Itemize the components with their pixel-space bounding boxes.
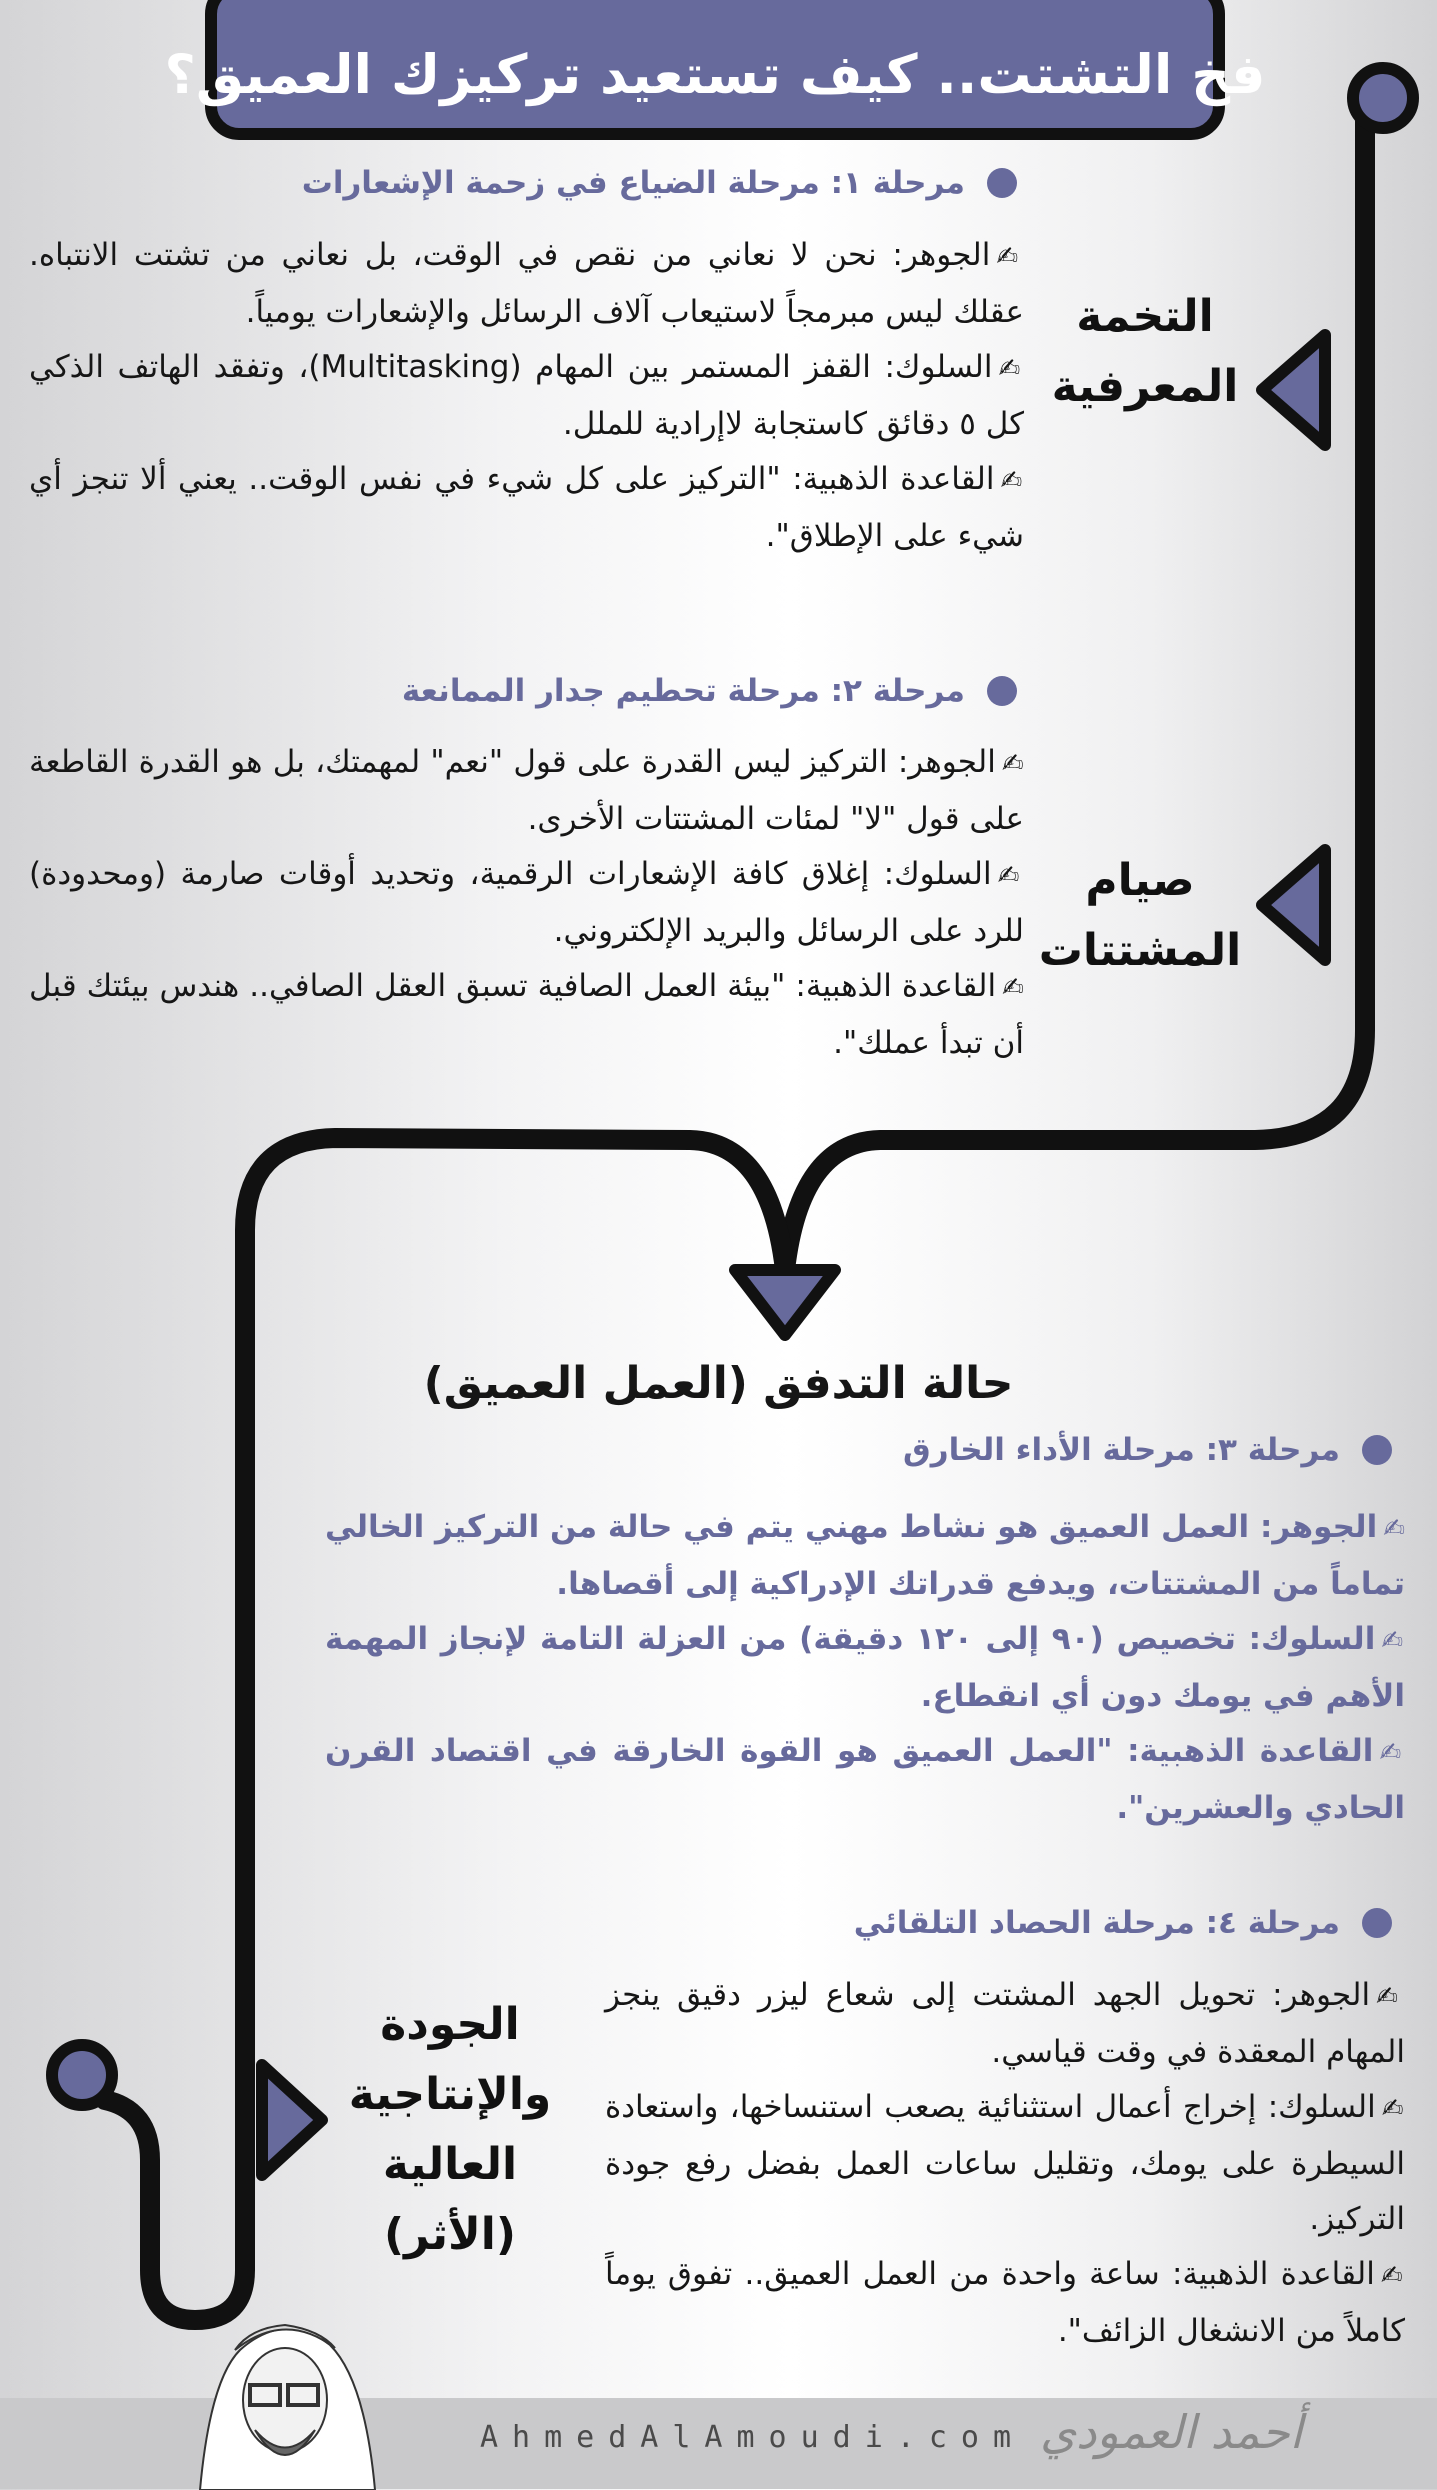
stage2-label-line: صيام xyxy=(1085,855,1195,906)
item-text: تخصيص (٩٠ إلى ١٢٠ دقيقة) من العزلة التامة لإنجاز المهمة الأهم في يومك دون أي انقطاع. xyxy=(325,1621,1405,1714)
path-end-circle xyxy=(52,2045,112,2105)
item-label: الجوهر: xyxy=(1272,1977,1371,2013)
stage1-golden-rule xyxy=(29,452,1024,564)
path-start-circle xyxy=(1353,68,1413,128)
pen-icon: ✍ xyxy=(1380,2261,1405,2291)
stage1-label xyxy=(1040,282,1250,422)
pen-icon: ✍ xyxy=(1001,749,1024,779)
item-label: السلوك: xyxy=(1267,2089,1376,2125)
flow-state-label: حالة التدفق (العمل العميق) xyxy=(423,1358,1014,1409)
stage4-label-line: العالية xyxy=(382,2139,518,2190)
stage1-essence xyxy=(29,228,1024,340)
item-text: القفز المستمر بين المهام (Multitasking)، وتفقد الهاتف الذكي كل ٥ دقائق كاستجابة لاإرادية للملل. xyxy=(29,349,1024,442)
stage4-heading xyxy=(854,1905,1392,1941)
bullet-icon xyxy=(987,168,1017,198)
bullet-icon xyxy=(987,676,1017,706)
pen-icon: ✍ xyxy=(1383,1514,1405,1544)
pen-icon: ✍ xyxy=(1002,973,1024,1003)
item-text: "بيئة العمل الصافية تسبق العقل الصافي.. هندس بيئتك قبل أن تبدأ عملك". xyxy=(29,968,1024,1061)
author-signature: أحمد العمودي xyxy=(1040,2405,1303,2459)
stage4-content xyxy=(605,1968,1405,2359)
stage3-heading xyxy=(903,1432,1392,1468)
pen-icon: ✍ xyxy=(997,861,1024,891)
item-text: العمل العميق هو نشاط مهني يتم في حالة من التركيز الخالي تماماً من المشتتات، ويدفع قدراتك الإدراكية إلى أقصاها. xyxy=(325,1509,1405,1602)
stage2-content xyxy=(29,735,1024,1071)
stage4-triangle-marker xyxy=(262,2065,322,2175)
stage1-triangle-marker xyxy=(1262,335,1325,445)
pen-icon: ✍ xyxy=(996,242,1024,272)
item-label: القاعدة الذهبية: xyxy=(795,968,997,1004)
author-portrait-sketch xyxy=(180,2290,390,2490)
item-text: إغلاق كافة الإشعارات الرقمية، وتحديد أوقات صارمة (ومحدودة) للرد على الرسائل والبريد الإلكتروني. xyxy=(29,856,1024,949)
stage4-label-line: والإنتاجية xyxy=(348,2069,552,2120)
stage3-heading-text: مرحلة ٣: مرحلة الأداء الخارق xyxy=(903,1432,1340,1468)
stage3-essence xyxy=(325,1500,1405,1612)
item-text: تحويل الجهد المشتت إلى شعاع ليزر دقيق ينجز المهام المعقدة في وقت قياسي. xyxy=(605,1977,1405,2070)
item-label: السلوك: xyxy=(883,856,992,892)
stage4-essence xyxy=(605,1968,1405,2080)
stage4-heading-text: مرحلة ٤: مرحلة الحصاد التلقائي xyxy=(853,1905,1340,1941)
item-text: إخراج أعمال استثنائية يصعب استنساخها، واستعادة السيطرة على يومك، وتقليل ساعات العمل بفضل رفع جودة التركيز. xyxy=(605,2089,1405,2237)
item-label: القاعدة الذهبية: xyxy=(1127,1733,1374,1769)
pen-icon: ✍ xyxy=(1381,2094,1405,2124)
item-text: ساعة واحدة من العمل العميق.. تفوق يوماً كاملاً من الانشغال الزائف". xyxy=(605,2256,1405,2349)
stage1-heading xyxy=(302,165,1017,201)
pen-icon: ✍ xyxy=(1376,1982,1405,2012)
stage2-heading xyxy=(402,673,1017,709)
stage3-content xyxy=(325,1500,1405,1836)
stage4-golden-rule xyxy=(605,2247,1405,2359)
item-text: "العمل العميق هو القوة الخارقة في اقتصاد القرن الحادي والعشرين". xyxy=(325,1733,1405,1826)
pen-icon: ✍ xyxy=(1381,1626,1405,1656)
bullet-icon xyxy=(1362,1435,1392,1465)
item-label: القاعدة الذهبية: xyxy=(1171,2256,1375,2292)
stage2-essence xyxy=(29,735,1024,847)
stage2-behavior xyxy=(29,847,1024,959)
stage1-heading-text: مرحلة ١: مرحلة الضياع في زحمة الإشعارات xyxy=(301,165,965,201)
pen-icon: ✍ xyxy=(1379,1738,1405,1768)
item-label: السلوك: xyxy=(884,349,993,385)
stage2-label-line: المشتتات xyxy=(1038,925,1242,976)
item-label: السلوك: xyxy=(1248,1621,1376,1657)
stage2-golden-rule xyxy=(29,959,1024,1071)
item-text: نحن لا نعاني من نقص في الوقت، بل نعاني من تشتت الانتباه. عقلك ليس مبرمجاً لاستيعاب آلاف الرسائل والإشعارات يومياً. xyxy=(29,237,1024,330)
stage4-label-line: (الأثر) xyxy=(384,2209,516,2260)
website-url: AhmedAlAmoudi.com xyxy=(480,2420,1026,2455)
pen-icon: ✍ xyxy=(1000,466,1024,496)
item-text: التركيز ليس القدرة على قول "نعم" لمهمتك، بل هو القدرة القاطعة على قول "لا" لمئات المشتتات الأخرى. xyxy=(29,744,1024,837)
stage1-behavior xyxy=(29,340,1024,452)
item-text: "التركيز على كل شيء في نفس الوقت.. يعني ألا تنجز أي شيء على الإطلاق". xyxy=(29,461,1024,554)
item-label: الجوهر: xyxy=(1259,1509,1378,1545)
stage3-behavior xyxy=(325,1612,1405,1724)
stage2-heading-text: مرحلة ٢: مرحلة تحطيم جدار الممانعة xyxy=(401,673,965,709)
stage2-label xyxy=(1030,846,1250,986)
stage1-content xyxy=(29,228,1024,564)
stage1-label-line: التخمة xyxy=(1076,291,1214,342)
page-title: فخ التشتت.. كيف تستعيد تركيزك العميق؟ xyxy=(164,43,1266,106)
item-label: القاعدة الذهبية: xyxy=(792,461,995,497)
stage4-label xyxy=(330,1990,570,2270)
stage4-label-line: الجودة xyxy=(380,1999,520,2050)
title-banner xyxy=(164,0,1266,140)
stage2-triangle-marker xyxy=(1262,850,1325,960)
item-label: الجوهر: xyxy=(897,744,996,780)
center-triangle-marker xyxy=(735,1270,835,1335)
bullet-icon xyxy=(1362,1908,1392,1938)
pen-icon: ✍ xyxy=(998,354,1024,384)
stage4-behavior xyxy=(605,2080,1405,2247)
stage1-label-line: المعرفية xyxy=(1051,361,1239,412)
item-label: الجوهر: xyxy=(892,237,991,273)
stage3-golden-rule xyxy=(325,1724,1405,1836)
